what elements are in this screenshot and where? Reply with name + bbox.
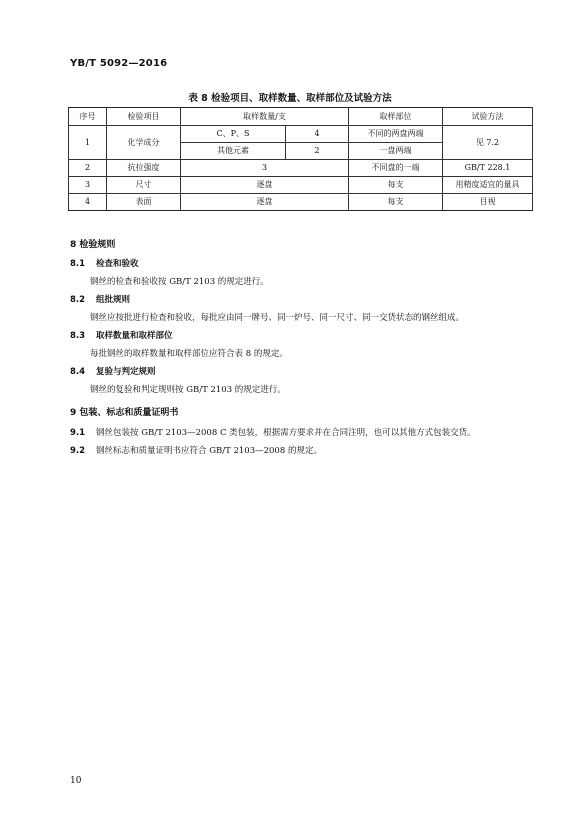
header-cell-no: 序号 [69,108,107,126]
cell-no: 3 [69,177,107,194]
cell-item: 化学成分 [107,126,181,160]
section-8-2-text: 钢丝应按批进行检查和验收，每批应由同一牌号、同一炉号、同一尺寸、同一交货状态的钢丝组成。 [90,313,465,323]
table-header-row [69,108,533,126]
section-number: 9.1 [70,428,86,438]
cell-quantity: 2 [286,143,349,160]
cell-method: 用精度适宜的量具 [443,177,533,194]
section-number: 8.4 [70,367,86,377]
section-8-4-text: 钢丝的复验和判定规则按 GB/T 2103 的规定进行。 [90,385,286,395]
table-row [69,194,533,211]
cell-quantity: 3 [181,160,349,177]
cell-no: 1 [69,126,107,160]
cell-item: 表面 [107,194,181,211]
header-cell-method: 试验方法 [443,108,533,126]
cell-subitem: C、P、S [181,126,286,143]
cell-item: 抗拉强度 [107,160,181,177]
header-cell-item: 检验项目 [107,108,181,126]
section-title: 组批规则 [96,295,131,305]
cell-method: 目视 [443,194,533,211]
section-number: 8.2 [70,295,86,305]
inspection-table [68,107,533,211]
cell-method: GB/T 228.1 [443,160,533,177]
section-8-1-heading [70,257,139,269]
table-caption: 表 8 检验项目、取样数量、取样部位及试验方法 [188,93,392,104]
cell-location: 每支 [349,177,443,194]
section-8-heading: 8 检验规则 [70,240,116,250]
section-title: 复验与判定规则 [96,367,156,377]
section-9-2-text [70,444,322,456]
header-cell-quantity: 取样数量/支 [181,108,349,126]
section-body: 钢丝标志和质量证明书应符合 GB/T 2103—2008 的规定。 [96,446,322,456]
section-title: 取样数量和取样部位 [96,331,173,341]
cell-quantity: 逐盘 [181,194,349,211]
table-row [69,126,533,143]
cell-method: 见 7.2 [443,126,533,160]
section-9-heading: 9 包装、标志和质量证明书 [70,408,179,418]
cell-no: 2 [69,160,107,177]
section-title: 检查和验收 [96,259,139,269]
table-row [69,160,533,177]
section-body: 钢丝包装按 GB/T 2103—2008 C 类包装，根据需方要求并在合同注明，也可以其他方式包装交货。 [96,428,476,438]
cell-no: 4 [69,194,107,211]
document-code: YB/T 5092—2016 [70,58,168,69]
header-cell-location: 取样部位 [349,108,443,126]
section-8-3-heading [70,329,173,341]
cell-location: 不同盘的一端 [349,160,443,177]
table-row [69,177,533,194]
cell-location: 每支 [349,194,443,211]
section-number: 8.3 [70,331,86,341]
cell-item: 尺寸 [107,177,181,194]
section-8-1-text: 钢丝的检查和验收按 GB/T 2103 的规定进行。 [90,277,269,287]
section-8-3-text: 每批钢丝的取样数量和取样部位应符合表 8 的规定。 [90,349,288,359]
cell-location: 一盘两端 [349,143,443,160]
section-8-4-heading [70,365,156,377]
page-number: 10 [70,776,82,786]
section-9-1-text [70,426,476,438]
cell-subitem: 其他元素 [181,143,286,160]
cell-quantity: 4 [286,126,349,143]
section-number: 8.1 [70,259,86,269]
cell-location: 不同的两盘两端 [349,126,443,143]
section-number: 9.2 [70,446,86,456]
cell-quantity: 逐盘 [181,177,349,194]
section-8-2-heading [70,293,130,305]
